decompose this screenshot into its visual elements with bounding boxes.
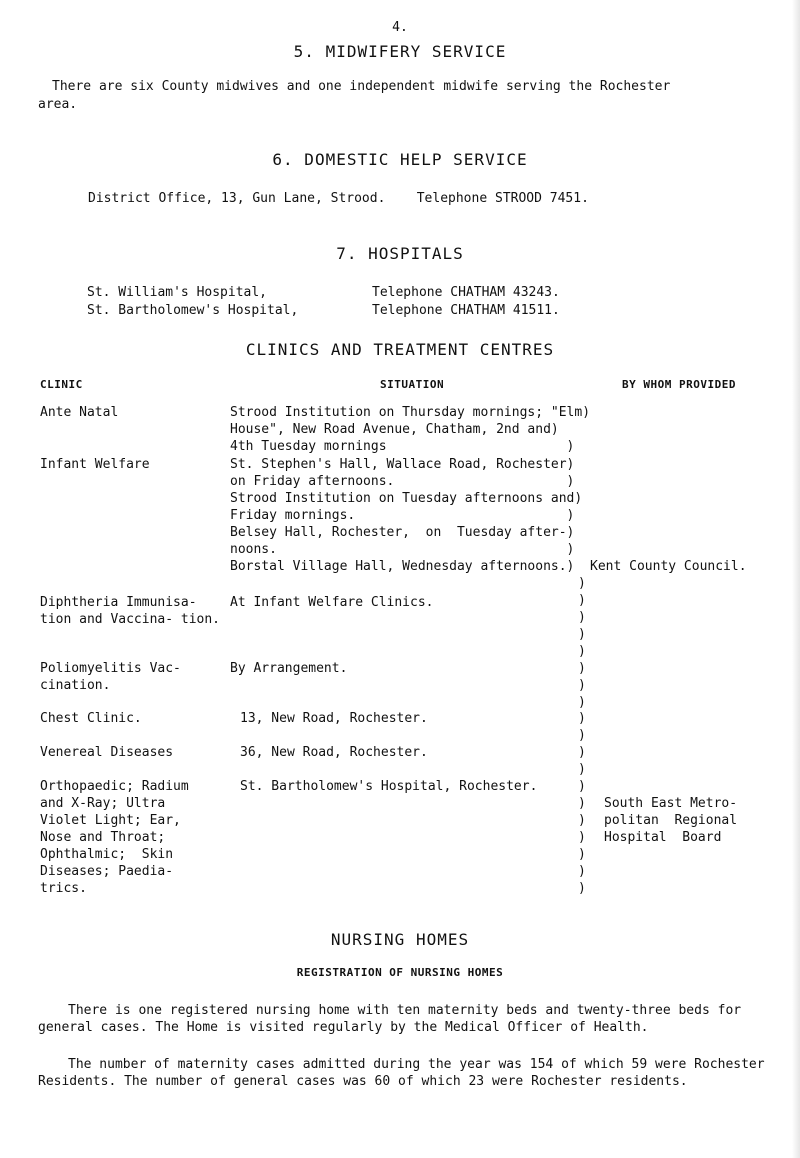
situation-line: 4th Tuesday mornings ): [230, 439, 575, 454]
situation-line: on Friday afternoons. ): [230, 474, 575, 489]
provider-line: South East Metro-: [604, 796, 738, 811]
provider-line: Hospital Board: [604, 830, 722, 845]
chest-situation: 13, New Road, Rochester.: [240, 711, 428, 726]
situation-line: Strood Institution on Tuesday afternoons and): [230, 491, 583, 506]
nursing-homes-heading: NURSING HOMES: [330, 930, 470, 949]
clinics-heading: CLINICS AND TREATMENT CENTRES: [245, 340, 555, 359]
situation-line: noons. ): [230, 542, 575, 557]
registration-subheading: REGISTRATION OF NURSING HOMES: [296, 966, 504, 979]
hospital-phone: Telephone CHATHAM 41511.: [372, 303, 560, 318]
clinic-venereal: Venereal Diseases: [40, 745, 174, 760]
provider-kent-county-council: Kent County Council.: [590, 559, 747, 574]
column-header-clinic: CLINIC: [40, 378, 83, 391]
hospital-name: St. Bartholomew's Hospital,: [87, 303, 299, 318]
column-header-situation: SITUATION: [380, 378, 445, 391]
kent-bracket-column: ) ) ) ) ) ) ) ): [578, 576, 586, 710]
midwifery-text-line1: There are six County midwives and one independent midwife serving the Rochester: [52, 79, 671, 94]
clinic-poliomyelitis: Poliomyelitis Vac- cination.: [40, 661, 181, 693]
polio-situation: By Arrangement.: [230, 661, 348, 676]
clinic-diphtheria: Diphtheria Immunisa- tion and Vaccina- tion.: [40, 595, 221, 627]
hospital-name: St. William's Hospital,: [87, 285, 268, 300]
midwifery-text-line2: area.: [38, 97, 78, 112]
provider-line: politan Regional: [604, 813, 738, 828]
hospitals-heading: 7. HOSPITALS: [336, 244, 464, 263]
hospital-bracket-column: ) ) ) ) ) ) ) ) ) ) ): [578, 711, 586, 896]
situation-line: Belsey Hall, Rochester, on Tuesday after-): [230, 525, 575, 540]
domestic-help-heading: 6. DOMESTIC HELP SERVICE: [272, 150, 528, 169]
situation-line: St. Stephen's Hall, Wallace Road, Rochester): [230, 457, 575, 472]
situation-line: Strood Institution on Thursday mornings; "Elm): [230, 405, 591, 420]
clinic-chest: Chest Clinic.: [40, 711, 142, 726]
diphtheria-situation: At Infant Welfare Clinics.: [230, 595, 434, 610]
column-header-provider: BY WHOM PROVIDED: [622, 378, 736, 391]
hospital-phone: Telephone CHATHAM 43243.: [372, 285, 560, 300]
ortho-situation: St. Bartholomew's Hospital, Rochester.: [240, 779, 538, 794]
clinic-orthopaedic-line: Nose and Throat;: [40, 830, 166, 845]
clinic-orthopaedic-line: trics.: [40, 881, 87, 896]
clinic-orthopaedic-line: Violet Light; Ear,: [40, 813, 181, 828]
clinic-infant-welfare: Infant Welfare: [40, 457, 150, 472]
situation-line: Borstal Village Hall, Wednesday afternoons.): [230, 559, 575, 574]
clinic-orthopaedic-line: Orthopaedic; Radium: [40, 779, 189, 794]
district-office-line: District Office, 13, Gun Lane, Strood. Telephone STROOD 7451.: [88, 191, 589, 206]
page-number: 4.: [392, 20, 408, 35]
clinic-orthopaedic-line: Ophthalmic; Skin: [40, 847, 174, 862]
situation-line: House", New Road Avenue, Chatham, 2nd and): [230, 422, 559, 437]
nursing-paragraph-2: The number of maternity cases admitted during the year was 154 of which 59 were Rochester Residents. The number of general cases was 60 of which 23 were Rochester residents.: [38, 1057, 765, 1089]
situation-line: Friday mornings. ): [230, 508, 575, 523]
venereal-situation: 36, New Road, Rochester.: [240, 745, 428, 760]
midwifery-heading: 5. MIDWIFERY SERVICE: [293, 42, 507, 61]
page-edge-shadow: [792, 0, 800, 1158]
clinic-ante-natal: Ante Natal: [40, 405, 119, 420]
clinic-orthopaedic-line: and X-Ray; Ultra: [40, 796, 166, 811]
clinic-orthopaedic-line: Diseases; Paedia-: [40, 864, 174, 879]
nursing-paragraph-1: There is one registered nursing home with ten maternity beds and twenty-three beds for general cases. The Home is visited regularly by the Medical Officer of Health.: [38, 1003, 742, 1035]
